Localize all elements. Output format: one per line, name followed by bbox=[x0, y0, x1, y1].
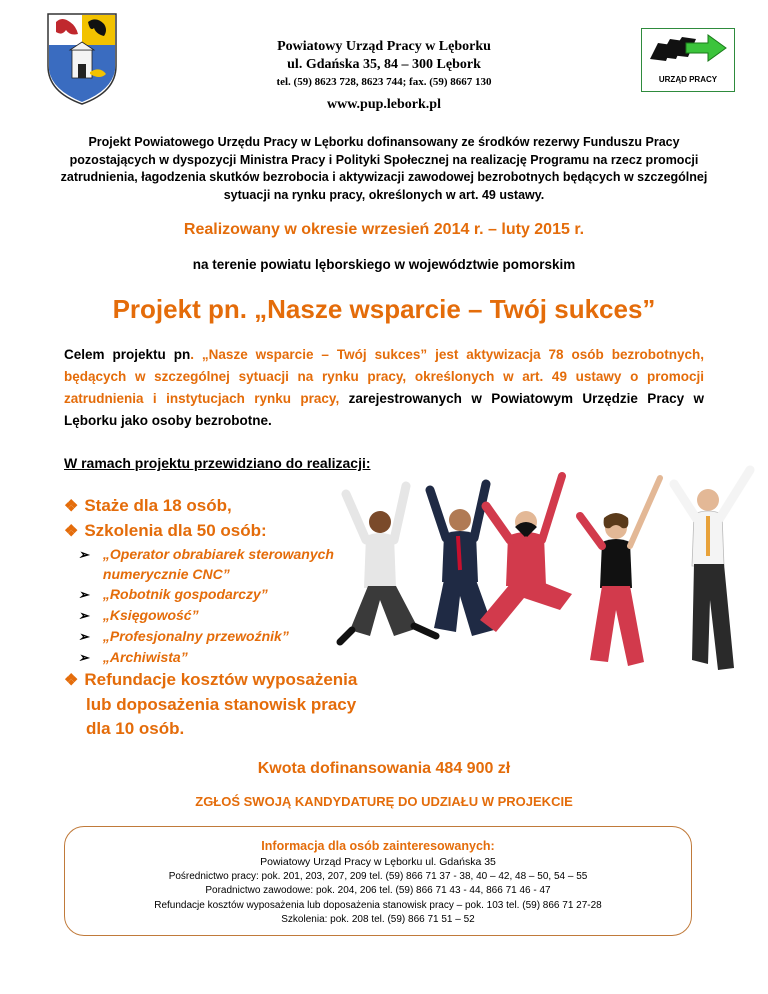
call-to-action: ZGŁOŚ SWOJĄ KANDYDATURĘ DO UDZIAŁU W PROJEKCIE bbox=[195, 794, 573, 809]
project-period: Realizowany w okresie wrzesień 2014 r. – luty 2015 r. bbox=[183, 221, 585, 238]
arrow-bullet-icon: ➢ bbox=[78, 608, 89, 623]
labour-office-logo bbox=[641, 28, 735, 92]
goal-dot: . bbox=[190, 347, 194, 362]
course-item: ➢ „Archiwista” bbox=[78, 649, 188, 665]
person-figure bbox=[340, 486, 436, 642]
labour-office-logo-icon bbox=[642, 29, 734, 75]
goal-tail: zarejestrowanych w Powiatowym Urzędzie Pracy w Lęborku jako osoby bezrobotne. bbox=[64, 391, 704, 428]
office-address: ul. Gdańska 35, 84 – 300 Lębork bbox=[287, 57, 481, 72]
goal-highlight: „Nasze wsparcie – Twój sukces” jest aktywizacja 78 osób bezrobotnych, będących w szczególnej sytuacji na rynku pracy, określonych w art. 49 ustawy o promocji zatrudnienia i instytucjach rynku pracy, bbox=[64, 347, 704, 406]
person-figure bbox=[480, 476, 572, 632]
jumping-people-illustration bbox=[310, 460, 762, 692]
arrow-bullet-icon: ➢ bbox=[78, 650, 89, 665]
list-item-trainings: ❖ Szkolenia dla 50 osób: bbox=[64, 521, 267, 540]
star-bullet-icon: ❖ bbox=[64, 523, 79, 540]
goal-lead: Celem projektu pn bbox=[64, 347, 191, 362]
office-website[interactable]: www.pup.lebork.pl bbox=[327, 97, 441, 112]
person-figure bbox=[580, 478, 660, 666]
info-refunds: Refundacje kosztów wyposażenia lub doposażenia stanowisk pracy – pok. 103 tel. (59) 866 71 27-28 bbox=[154, 899, 602, 911]
header-block bbox=[140, 38, 628, 116]
course-item: ➢ „Księgowość” bbox=[78, 607, 199, 623]
arrow-bullet-icon: ➢ bbox=[78, 629, 89, 644]
office-phones: tel. (59) 8623 728, 8623 744; fax. (59) 8667 130 bbox=[276, 76, 492, 88]
info-counseling: Poradnictwo zawodowe: pok. 204, 206 tel. (59) 866 71 43 - 44, 866 71 46 - 47 bbox=[205, 885, 551, 896]
star-bullet-icon: ❖ bbox=[64, 672, 79, 689]
intro-paragraph: Projekt Powiatowego Urzędu Pracy w Lęborku dofinansowany ze środków rezerwy Funduszu Pracy pozostających w dyspozycji Ministra Pracy i Polityki Społecznej na realizację Programu na rzecz promocji zatrudnienia, łagodzenia skutków bezrobocia i aktywizacji zawodowej bezrobotnych będących w szczególnej sytuacji na rynku pracy, określonych w art. 49 ustawy. bbox=[60, 135, 708, 202]
list-item-refunds: ❖ Refundacje kosztów wyposażenia lub doposażenia stanowisk pracy dla 10 osób. bbox=[64, 670, 358, 738]
funding-amount: Kwota dofinansowania 484 900 zł bbox=[257, 760, 511, 777]
course-item: ➢ „Operator obrabiarek sterowanych numerycznie CNC” bbox=[78, 546, 334, 582]
info-office: Powiatowy Urząd Pracy w Lęborku ul. Gdańska 35 bbox=[260, 856, 496, 868]
list-item-internships: ❖ Staże dla 18 osób, bbox=[64, 496, 232, 515]
info-mediation: Pośrednictwo pracy: pok. 201, 203, 207, 209 tel. (59) 866 71 37 - 38, 40 – 42, 48 – 50, 54 – 55 bbox=[168, 870, 588, 882]
course-item: ➢ „Robotnik gospodarczy” bbox=[78, 586, 268, 602]
person-figure bbox=[674, 470, 750, 670]
project-area: na terenie powiatu lęborskiego w województwie pomorskim bbox=[192, 257, 576, 272]
star-bullet-icon: ❖ bbox=[64, 498, 79, 515]
course-item: ➢ „Profesjonalny przewoźnik” bbox=[78, 628, 289, 644]
info-trainings: Szkolenia: pok. 208 tel. (59) 866 71 51 – 52 bbox=[281, 914, 475, 925]
project-title: Projekt pn. „Nasze wsparcie – Twój sukces” bbox=[112, 294, 656, 324]
planned-heading: W ramach projektu przewidziano do realizacji: bbox=[64, 455, 371, 471]
goal-paragraph bbox=[64, 344, 704, 432]
arrow-bullet-icon: ➢ bbox=[78, 587, 89, 602]
arrow-bullet-icon: ➢ bbox=[78, 547, 89, 562]
logo-label: URZĄD PRACY bbox=[658, 75, 718, 84]
office-name: Powiatowy Urząd Pracy w Lęborku bbox=[277, 39, 491, 54]
info-box bbox=[64, 826, 692, 936]
info-heading: Informacja dla osób zainteresowanych: bbox=[261, 839, 495, 853]
coat-of-arms-icon bbox=[44, 10, 120, 106]
